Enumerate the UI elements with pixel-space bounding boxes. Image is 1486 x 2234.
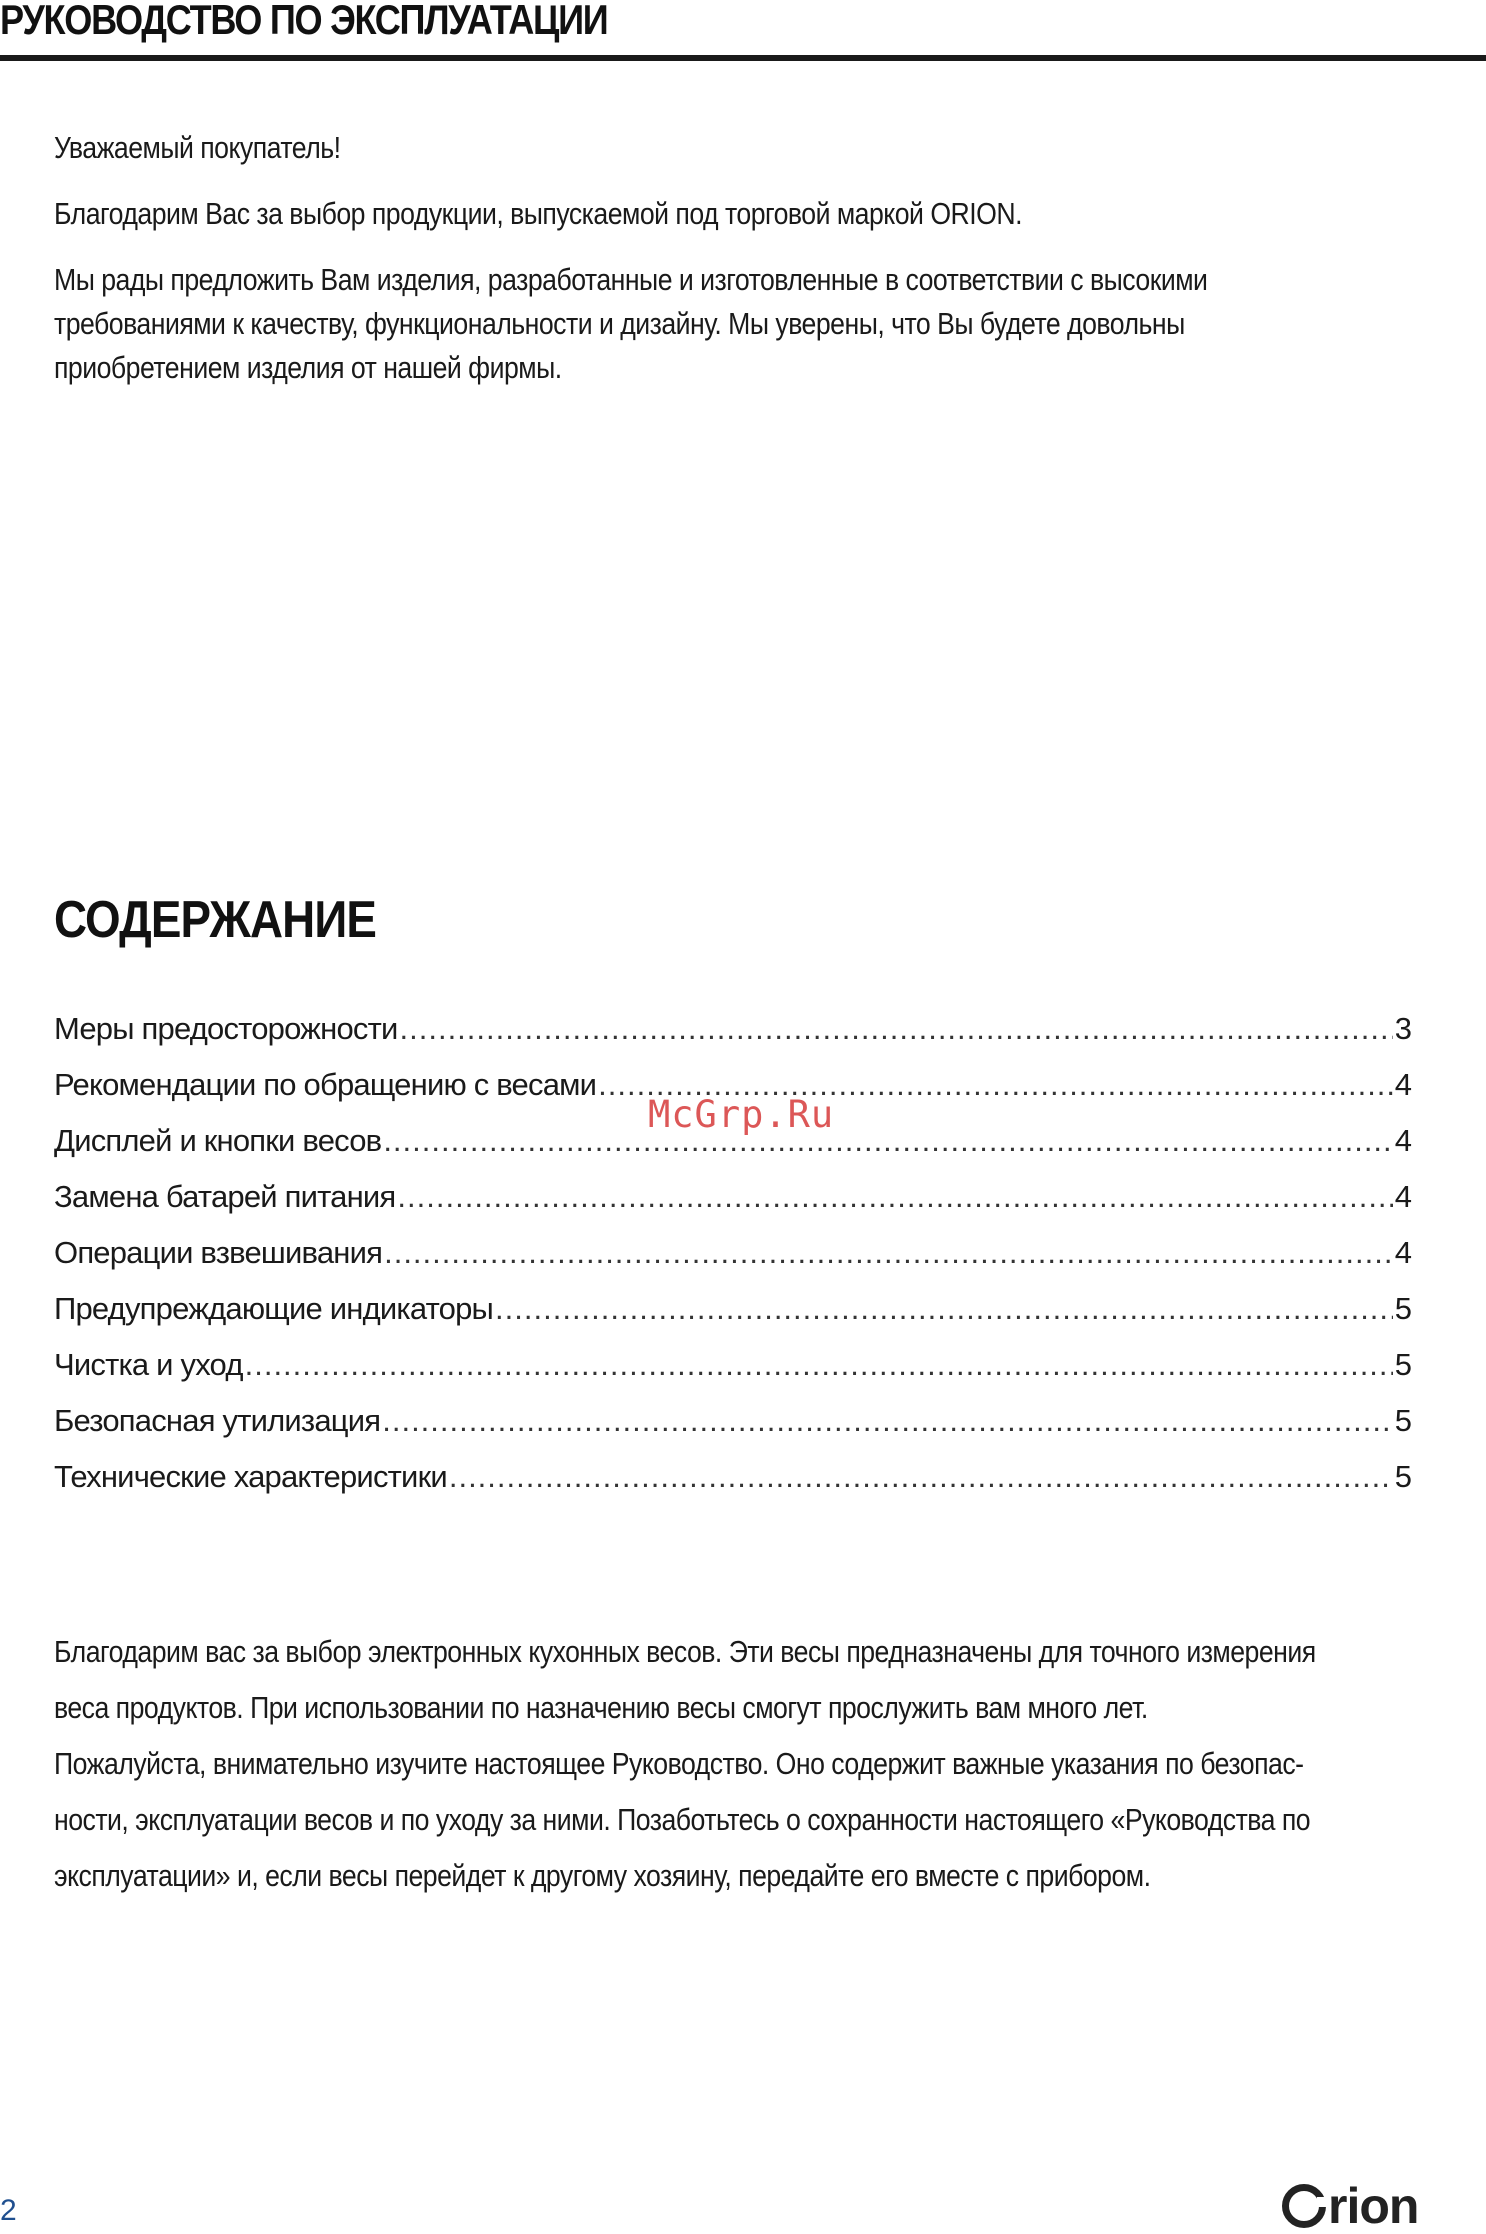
- page-title: РУКОВОДСТВО ПО ЭКСПЛУАТАЦИИ: [0, 0, 608, 43]
- toc-entry-page: 5: [1394, 1347, 1412, 1382]
- toc-dot-leader: [382, 1399, 1393, 1443]
- page-number: 2: [0, 2194, 17, 2227]
- closing-line: эксплуатации» и, если весы перейдет к другому хозяину, передайте его вместе с прибором.: [54, 1858, 1151, 1893]
- toc-entry-label: Безопасная утилизация: [54, 1403, 381, 1438]
- watermark-text: McGrp.Ru: [648, 1093, 835, 1136]
- toc-entry[interactable]: [54, 1399, 1412, 1455]
- toc-entry-page: 4: [1394, 1235, 1412, 1270]
- closing-line: Пожалуйста, внимательно изучите настоящее Руководство. Оно содержит важные указания по безопас-: [54, 1746, 1304, 1781]
- toc-entry-page: 5: [1394, 1459, 1412, 1494]
- header-divider: [0, 55, 1486, 61]
- toc-entry[interactable]: [54, 1175, 1412, 1231]
- toc-entry-label: Предупреждающие индикаторы: [54, 1291, 494, 1326]
- logo-wordmark: rion: [1328, 2178, 1419, 2234]
- toc-entry-label: Дисплей и кнопки весов: [54, 1123, 382, 1158]
- intro-paragraph: [54, 258, 1444, 390]
- intro-section: [54, 126, 1444, 390]
- toc-entry[interactable]: [54, 1231, 1412, 1287]
- toc-entry-label: Технические характеристики: [54, 1459, 447, 1494]
- toc-entry-page: 4: [1394, 1179, 1412, 1214]
- toc-dot-leader: [383, 1119, 1392, 1163]
- toc-dot-leader: [245, 1343, 1393, 1387]
- closing-line: веса продуктов. При использовании по назначению весы смогут прослужить вам много лет.: [54, 1690, 1148, 1725]
- greeting-text: Уважаемый покупатель!: [54, 130, 341, 165]
- intro-line: приобретением изделия от нашей фирмы.: [54, 350, 562, 385]
- toc-entry-label: Замена батарей питания: [54, 1179, 396, 1214]
- toc-entry[interactable]: [54, 1455, 1412, 1511]
- thanks-text: Благодарим Вас за выбор продукции, выпускаемой под торговой маркой ORION.: [54, 196, 1023, 231]
- closing-line: Благодарим вас за выбор электронных кухонных весов. Эти весы предназначены для точного измерения: [54, 1634, 1316, 1669]
- toc-entry-page: 5: [1394, 1291, 1412, 1326]
- logo-o-icon: [1282, 2184, 1326, 2228]
- toc-entry-label: Рекомендации по обращению с весами: [54, 1067, 597, 1102]
- toc-entry-page: 5: [1394, 1403, 1412, 1438]
- toc-entry-page: 4: [1394, 1123, 1412, 1158]
- toc-entry-page: 3: [1394, 1011, 1412, 1046]
- toc-entry[interactable]: [54, 1007, 1412, 1063]
- toc-dot-leader: [400, 1007, 1393, 1051]
- toc-entry-label: Операции взвешивания: [54, 1235, 383, 1270]
- toc-heading: СОДЕРЖАНИЕ: [54, 891, 377, 949]
- toc-entry[interactable]: [54, 1343, 1412, 1399]
- toc-dot-leader: [495, 1287, 1393, 1331]
- intro-line: Мы рады предложить Вам изделия, разработанные и изготовленные в соответствии с высокими: [54, 262, 1208, 297]
- toc-entry[interactable]: [54, 1287, 1412, 1343]
- toc-entry-page: 4: [1394, 1067, 1412, 1102]
- orion-logo: [1282, 2178, 1418, 2234]
- toc-dot-leader: [449, 1455, 1393, 1499]
- toc-dot-leader: [384, 1231, 1393, 1275]
- toc-entry-label: Меры предосторожности: [54, 1011, 398, 1046]
- toc-entry-label: Чистка и уход: [54, 1347, 243, 1382]
- toc-dot-leader: [397, 1175, 1392, 1219]
- closing-section: [54, 1624, 1454, 1904]
- table-of-contents: [54, 1007, 1412, 1511]
- closing-line: ности, эксплуатации весов и по уходу за ними. Позаботьтесь о сохранности настоящего «Руководства по: [54, 1802, 1311, 1837]
- intro-line: требованиями к качеству, функциональности и дизайну. Мы уверены, что Вы будете довольны: [54, 306, 1185, 341]
